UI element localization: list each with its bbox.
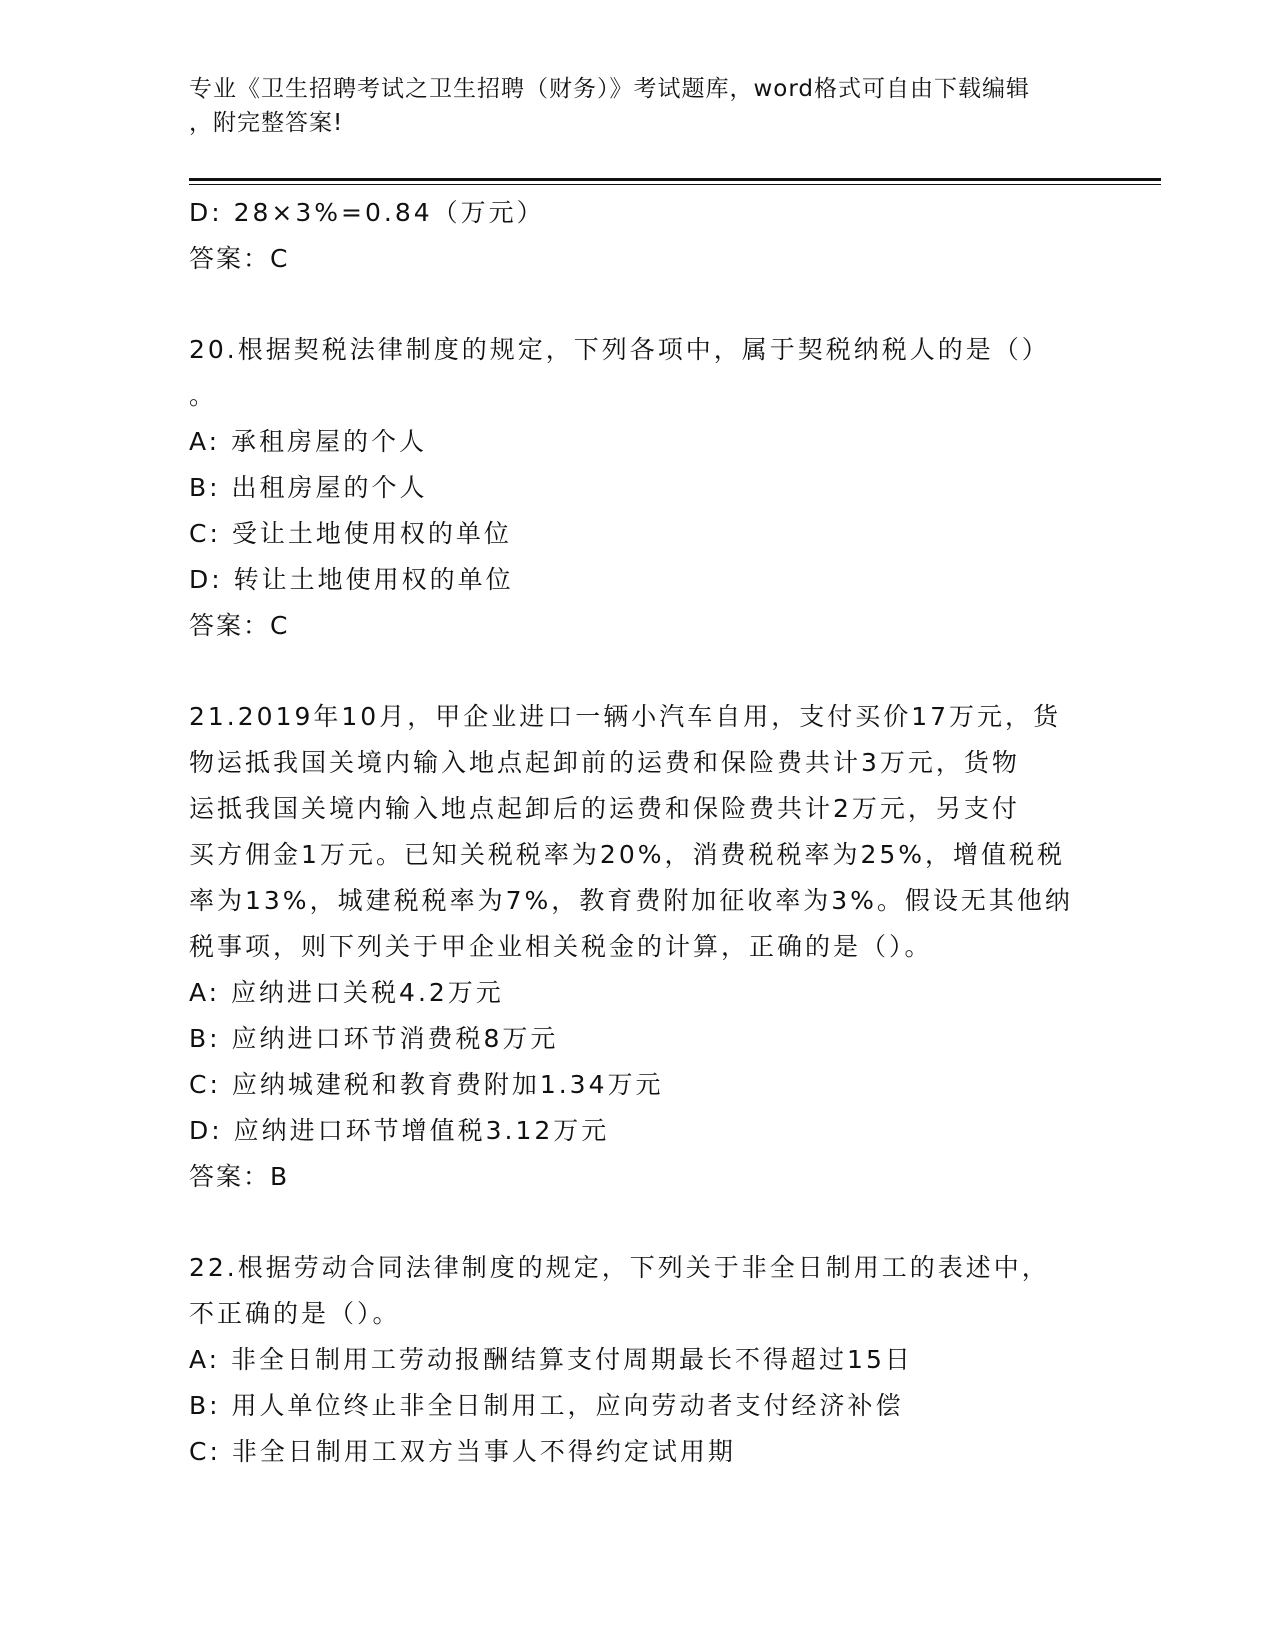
q22-stem-line-2: 不正确的是（）。 xyxy=(189,1299,401,1328)
q20-stem-line-1: 20.根据契税法律制度的规定，下列各项中，属于契税纳税人的是（） xyxy=(189,335,1050,364)
q21-option-c: C: 应纳城建税和教育费附加1.34万元 xyxy=(189,1070,664,1099)
header-rule-thick xyxy=(189,178,1161,181)
q22-option-c: C: 非全日制用工双方当事人不得约定试用期 xyxy=(189,1437,736,1466)
q21-stem-line-3: 运抵我国关境内输入地点起卸后的运费和保险费共计2万元，另支付 xyxy=(189,794,1020,823)
q22-option-a: A: 非全日制用工劳动报酬结算支付周期最长不得超过15日 xyxy=(189,1345,913,1374)
q21-option-a: A: 应纳进口关税4.2万元 xyxy=(189,978,504,1007)
q21-option-b: B: 应纳进口环节消费税8万元 xyxy=(189,1024,559,1053)
question-content xyxy=(189,190,1089,1475)
q21-stem-line-5: 率为13%，城建税税率为7%，教育费附加征收率为3%。假设无其他纳 xyxy=(189,886,1073,915)
page-header xyxy=(189,72,1089,140)
spacer xyxy=(189,1200,1089,1245)
q21-stem-line-6: 税事项，则下列关于甲企业相关税金的计算，正确的是（）。 xyxy=(189,932,933,961)
q21-stem-line-1: 21.2019年10月，甲企业进口一辆小汽车自用，支付买价17万元，货 xyxy=(189,702,1062,731)
q21-stem-line-4: 买方佣金1万元。已知关税税率为20%，消费税税率为25%，增值税税 xyxy=(189,840,1066,869)
q22-stem-line-1: 22.根据劳动合同法律制度的规定，下列关于非全日制用工的表述中， xyxy=(189,1253,1050,1282)
spacer xyxy=(189,282,1089,327)
header-line-1: 专业《卫生招聘考试之卫生招聘（财务）》考试题库，word格式可自由下载编辑 xyxy=(189,76,1031,102)
header-line-2: ，附完整答案! xyxy=(189,110,344,136)
q20-option-c: C: 受让土地使用权的单位 xyxy=(189,519,512,548)
q21-answer: 答案：B xyxy=(189,1162,290,1191)
q22-option-b: B: 用人单位终止非全日制用工，应向劳动者支付经济补偿 xyxy=(189,1391,904,1420)
q21-option-d: D: 应纳进口环节增值税3.12万元 xyxy=(189,1116,610,1145)
q20-answer: 答案：C xyxy=(189,611,290,640)
q20-option-a: A: 承租房屋的个人 xyxy=(189,427,428,456)
q20-option-b: B: 出租房屋的个人 xyxy=(189,473,428,502)
prev-answer: 答案：C xyxy=(189,244,290,273)
q20-stem-line-2: 。 xyxy=(189,381,218,410)
q20-option-d: D: 转让土地使用权的单位 xyxy=(189,565,514,594)
header-rule-thin xyxy=(189,184,1161,185)
q21-stem-line-2: 物运抵我国关境内输入地点起卸前的运费和保险费共计3万元，货物 xyxy=(189,748,1020,777)
spacer xyxy=(189,649,1089,694)
prev-option-d: D: 28×3%=0.84（万元） xyxy=(189,198,545,227)
